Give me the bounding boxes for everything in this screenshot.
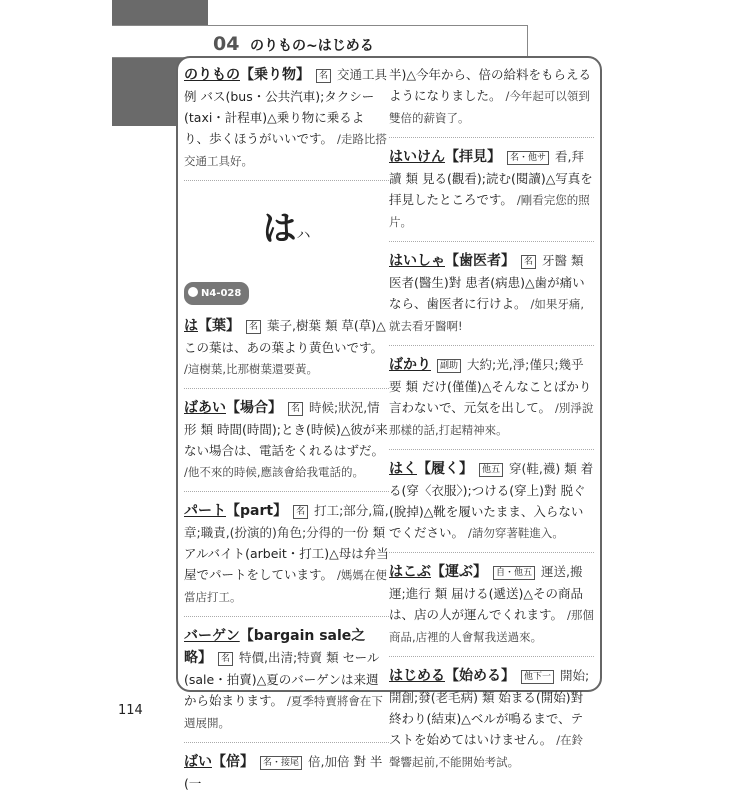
example: 類 アルバイト(arbeit・打工)△母は弁当屋でパートをしています。 (184, 525, 389, 582)
left-column (184, 64, 389, 810)
track-label: N4-028 (201, 288, 242, 299)
chapter-title: のりもの~はじめる (250, 38, 374, 54)
headword: はこぶ (389, 564, 431, 580)
translation: /這樹葉,比那樹葉還要黃。 (184, 362, 319, 376)
translation: /剛看完您的照片。 (389, 193, 590, 229)
meaning: 打工;部分,篇,章;職責,(扮演的)角色;分得的一份 (184, 503, 389, 540)
page-number: 114 (118, 703, 143, 718)
entry-hakobu (389, 561, 594, 657)
meaning: 時候;狀況,情形 (184, 400, 380, 437)
translation: /媽媽在便當店打工。 (184, 568, 387, 604)
entry-baai (184, 397, 389, 492)
example: 類 だけ(僅僅)△そんなことばかり言わないで、元気を出して。 (389, 379, 592, 415)
pos-tag: 名 (218, 652, 233, 666)
pos-tag: 名 (246, 320, 261, 334)
pos-tag: 名・接尾 (260, 756, 302, 770)
meaning: 穿(鞋,襪) (508, 461, 561, 476)
example: 類 見る(觀看);読む(閱讀)△写真を拝見したところです。 (389, 171, 593, 207)
example: 對 半(一 (184, 754, 383, 791)
entry-bakari (389, 354, 594, 450)
kanji: 【葉】 (198, 318, 240, 334)
entry-ha (184, 315, 389, 389)
pos-tag: 副助 (437, 359, 461, 373)
meaning: 倍,加倍 (307, 754, 350, 769)
translation: /今年起可以領到雙倍的薪資了。 (389, 89, 590, 125)
entry-hajimeru (389, 665, 594, 781)
example: 半)△今年から、倍の給料をもらえるようになりました。 (389, 67, 591, 103)
level-number: 04 (213, 33, 240, 55)
section-kana: は (262, 209, 297, 249)
cd-icon (188, 287, 198, 297)
example: 類 草(草)△この葉は、あの葉より黄色いです。 (184, 318, 386, 355)
headword: バーゲン (184, 628, 240, 644)
meaning: 大約;光,淨;僅只;幾乎要 (389, 357, 584, 394)
entry-bai (184, 751, 389, 802)
example: 例 バス(bus・公共汽車);タクシー(taxi・計程車)△乗り物に乗るより、歩くほうがいいです。 (184, 89, 375, 146)
meaning: 看,拜讀 (389, 149, 584, 186)
kanji: 【歯医者】 (445, 253, 515, 269)
kanji: 【乗り物】 (240, 67, 310, 83)
meaning: 特價,出清;特賣 (238, 650, 323, 665)
entry-haiken (389, 146, 594, 242)
example: 類 時間(時間);とき(時候)△彼が来ない場合は、電話をくれるはずだ。 (184, 422, 388, 458)
kanji: 【倍】 (212, 754, 254, 770)
headword: はじめる (389, 668, 445, 684)
translation: /如果牙痛,就去看牙醫啊! (389, 297, 585, 333)
headword: パート (184, 503, 226, 519)
pos-tag: 名 (293, 505, 308, 519)
example: 類 始まる(開始)對 終わり(結束)△ベルが鳴るまで、テストを始めてはいけません。 (389, 690, 584, 747)
section-romaji: ハ (296, 228, 311, 244)
kanji: 【場合】 (226, 400, 282, 416)
example: 類 届ける(遞送)△その商品は、店の人が運んでくれます。 (389, 586, 584, 622)
example: 類 医者(醫生)對 患者(病患)△歯が痛いなら、歯医者に行けよ。 (389, 253, 585, 311)
pos-tag: 名 (316, 69, 331, 83)
meaning: 交通工具 (336, 67, 387, 82)
meaning: 牙醫 (541, 253, 567, 268)
pos-tag: 他五 (479, 463, 503, 477)
kanji: 【運ぶ】 (431, 564, 487, 580)
meaning: 運送,搬運;進行 (389, 564, 583, 601)
entry-paato (184, 500, 389, 617)
kanji: 【拝見】 (445, 149, 501, 165)
entry-baagen (184, 625, 389, 743)
translation: /走路比搭交通工具好。 (184, 132, 387, 168)
kanji: 【part】 (226, 503, 288, 519)
section-heading (184, 209, 389, 249)
entry-haisha (389, 250, 594, 346)
entry-norimono (184, 64, 389, 181)
meaning: 葉子,樹葉 (266, 318, 321, 333)
pos-tag: 自・他五 (493, 566, 535, 580)
pos-tag: 名 (288, 402, 303, 416)
headword: のりもの (184, 67, 240, 83)
kanji: 【始める】 (445, 668, 515, 684)
pos-tag: 名・他サ (507, 151, 549, 165)
audio-track-badge (184, 282, 249, 305)
translation: /夏季特賣將會在下週展開。 (184, 694, 383, 730)
translation: /別淨說那樣的話,打起精神來。 (389, 401, 594, 437)
right-column (389, 64, 594, 789)
translation: /那個商品,店裡的人會幫我送過來。 (389, 608, 594, 644)
headword: はく (389, 461, 417, 477)
headword: ばかり (389, 357, 431, 373)
level-label: Level (131, 33, 193, 55)
headword: はいけん (389, 149, 445, 165)
headword: ばい (184, 754, 212, 770)
entry-bai-continued (389, 64, 594, 138)
entry-haku (389, 458, 594, 553)
translation: /在鈴聲響起前,不能開始考試。 (389, 733, 584, 769)
translation: /請勿穿著鞋進入。 (468, 526, 564, 540)
headword: ばあい (184, 400, 226, 416)
example: 類 着る(穿〈衣服〉);つける(穿上)對 脱ぐ(脫掉)△靴を履いたまま、入らないでください。 (389, 461, 594, 540)
translation: /他不來的時候,應該會給我電話的。 (184, 465, 365, 479)
kanji: 【履く】 (417, 461, 473, 477)
kanji: 【bargain sale之略】 (184, 628, 366, 666)
pos-tag: 他下一 (521, 670, 554, 684)
meaning: 開始;開創;發(老毛病) (389, 668, 590, 705)
example: 類 セール(sale・拍賣)△夏のバーゲンは来週から始まります。 (184, 650, 380, 708)
pos-tag: 名 (521, 255, 536, 269)
headword: はいしゃ (389, 253, 445, 269)
headword: は (184, 318, 198, 334)
